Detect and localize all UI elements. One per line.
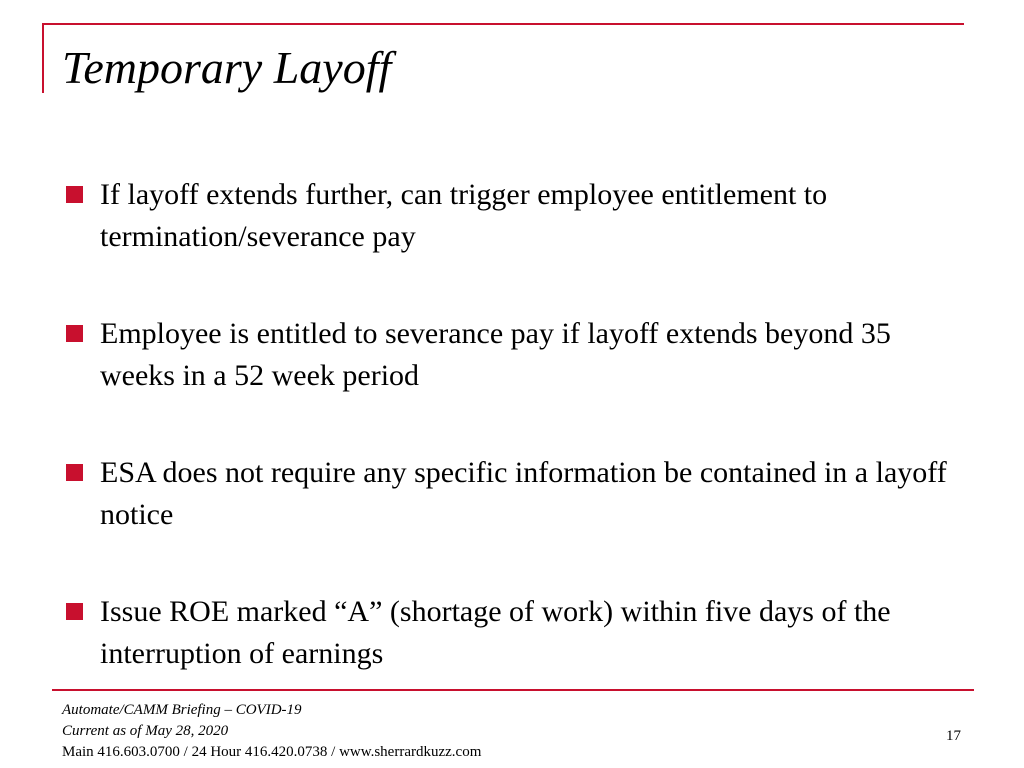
bullet-text: Employee is entitled to severance pay if layoff extends beyond 35 weeks in a 52 week period: [100, 317, 891, 392]
footer-rule: [52, 689, 974, 691]
bullet-list: [62, 174, 962, 730]
bullet-text: ESA does not require any specific information be contained in a layoff notice: [100, 456, 947, 531]
bullet-text: Issue ROE marked “A” (shortage of work) within five days of the interruption of earnings: [100, 595, 891, 670]
bullet-item: [62, 591, 962, 675]
footer-contact: Main 416.603.0700 / 24 Hour 416.420.0738 / www.sherrardkuzz.com: [62, 744, 482, 760]
bullet-item: [62, 174, 962, 258]
square-bullet-icon: [66, 464, 83, 481]
square-bullet-icon: [66, 186, 83, 203]
bullet-text: If layoff extends further, can trigger employee entitlement to termination/severance pay: [100, 178, 828, 253]
square-bullet-icon: [66, 603, 83, 620]
slide-title: Temporary Layoff: [62, 42, 392, 93]
footer: [62, 700, 481, 763]
footer-briefing-title: Automate/CAMM Briefing – COVID-19: [62, 702, 302, 718]
square-bullet-icon: [66, 325, 83, 342]
title-rule-top: [42, 23, 964, 25]
footer-date: Current as of May 28, 2020: [62, 723, 229, 739]
bullet-item: [62, 313, 962, 397]
title-rule-left: [42, 23, 44, 93]
bullet-item: [62, 452, 962, 536]
page-number: 17: [946, 728, 961, 744]
